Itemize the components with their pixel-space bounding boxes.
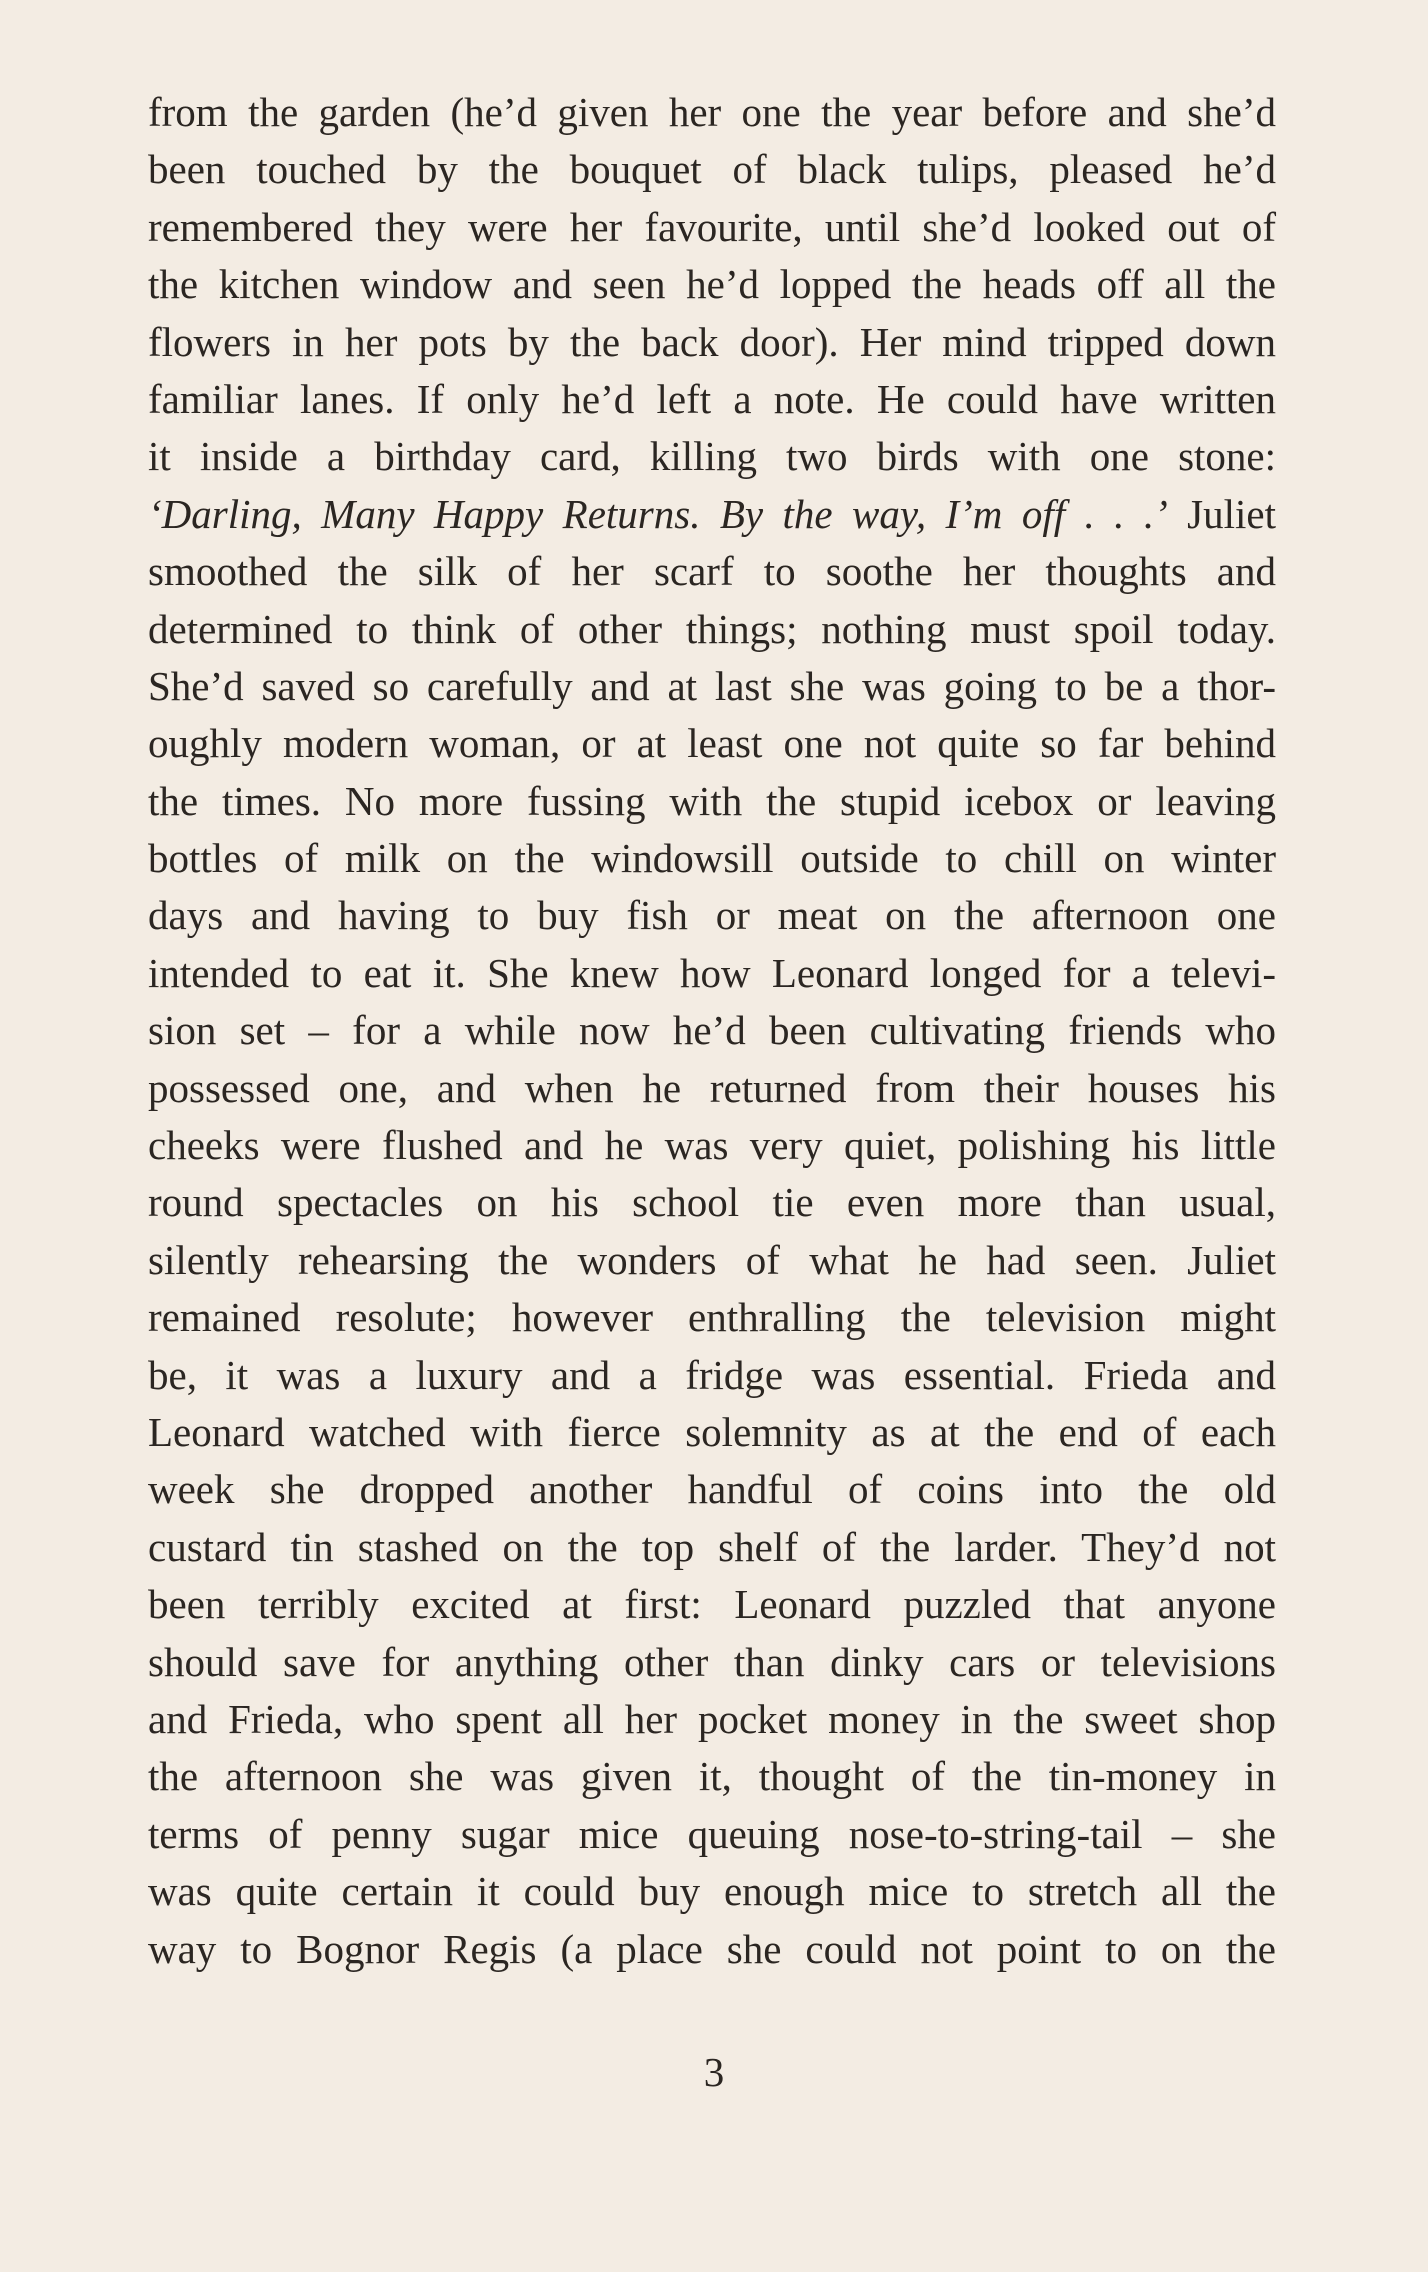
text-line: silently rehearsing the wonders of what he had seen. Juliet: [148, 1236, 1276, 1283]
text-line: week she dropped another handful of coins into the old: [148, 1466, 1276, 1513]
text-line: familiar lanes. If only he’d left a note. He could have written: [148, 375, 1276, 422]
text-line: the afternoon she was given it, thought of the tin-money in: [148, 1753, 1276, 1800]
text-line: been touched by the bouquet of black tulips, pleased he’d: [148, 146, 1276, 193]
text-line: be, it was a luxury and a fridge was essential. Frieda and: [148, 1351, 1276, 1398]
text-line: from the garden (he’d given her one the year before and she’d: [148, 89, 1276, 135]
text-line: should save for anything other than dinky cars or televisions: [148, 1638, 1276, 1685]
text-line: was quite certain it could buy enough mice to stretch all the: [148, 1868, 1276, 1915]
text-line: the kitchen window and seen he’d lopped the heads off all the: [148, 261, 1276, 308]
text-line: determined to think of other things; nothing must spoil today.: [148, 605, 1276, 652]
text-line: remembered they were her favourite, until she’d looked out of: [148, 203, 1276, 250]
text-line: remained resolute; however enthralling the television might: [148, 1294, 1276, 1341]
text-line: smoothed the silk of her scarf to soothe her thoughts and: [148, 548, 1276, 595]
body-text: [148, 84, 1276, 1978]
text-fragment: Juliet: [1167, 490, 1276, 537]
text-line: She’d saved so carefully and at last she was going to be a thor-: [148, 662, 1276, 709]
text-line: custard tin stashed on the top shelf of the larder. They’d not: [148, 1523, 1276, 1570]
text-line: way to Bognor Regis (a place she could not point to on the: [148, 1925, 1276, 1972]
italic-quote: ‘Darling, Many Happy Returns. By the way, I’m off . . .’: [148, 490, 1168, 537]
text-line: days and having to buy fish or meat on the afternoon one: [148, 892, 1276, 939]
text-line: possessed one, and when he returned from their houses his: [148, 1064, 1276, 1111]
text-line: it inside a birthday card, killing two birds with one stone:: [148, 433, 1276, 480]
text-line: bottles of milk on the windowsill outside to chill on winter: [148, 835, 1276, 882]
text-line: sion set – for a while now he’d been cultivating friends who: [148, 1007, 1276, 1054]
text-line: Leonard watched with fierce solemnity as at the end of each: [148, 1408, 1276, 1455]
text-line: round spectacles on his school tie even more than usual,: [148, 1179, 1276, 1226]
text-line: oughly modern woman, or at least one not quite so far behind: [148, 720, 1276, 767]
text-line: the times. No more fussing with the stupid icebox or leaving: [148, 777, 1276, 824]
text-line: flowers in her pots by the back door). Her mind tripped down: [148, 318, 1276, 365]
text-line: terms of penny sugar mice queuing nose-to-string-tail – she: [148, 1810, 1276, 1857]
text-line: cheeks were flushed and he was very quiet, polishing his little: [148, 1122, 1276, 1169]
text-line: intended to eat it. She knew how Leonard longed for a televi-: [148, 949, 1276, 996]
text-line: and Frieda, who spent all her pocket money in the sweet shop: [148, 1695, 1276, 1742]
page-number: 3: [703, 2049, 725, 2095]
text-line: been terribly excited at first: Leonard puzzled that anyone: [148, 1581, 1276, 1628]
text-line-italic: [148, 486, 1276, 543]
